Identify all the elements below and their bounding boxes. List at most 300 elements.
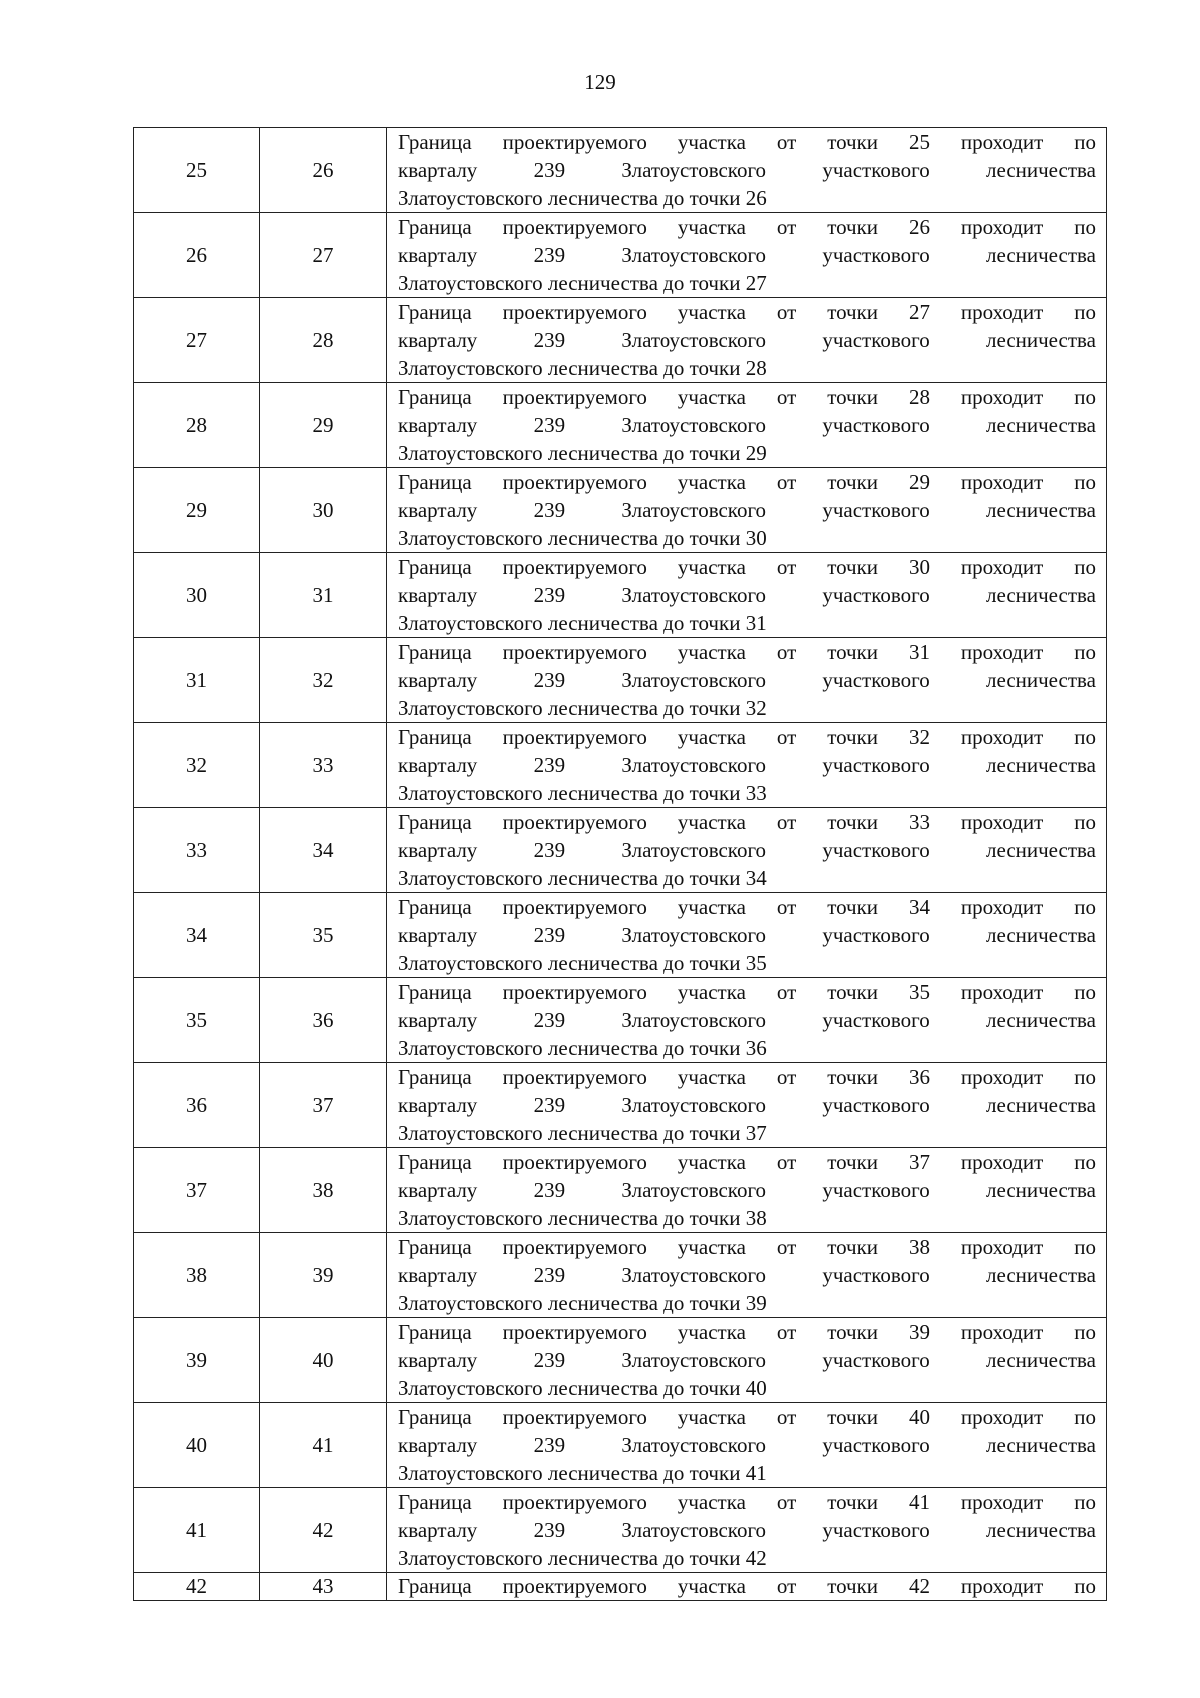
word: 36 xyxy=(908,1065,930,1089)
word: участкового xyxy=(822,1008,930,1032)
description-line-3: Златоустовского лесничества до точки 36 xyxy=(398,1036,767,1060)
word: 27 xyxy=(908,300,930,324)
word: от xyxy=(776,1065,797,1089)
word: проектируемого xyxy=(502,1405,647,1429)
word: Златоустовского xyxy=(621,1433,767,1457)
word: Златоустовского xyxy=(621,243,767,267)
word: по xyxy=(1074,130,1096,154)
description-line-2 xyxy=(398,1006,1096,1034)
word: проектируемого xyxy=(502,1490,647,1514)
description-line-1 xyxy=(398,1148,1096,1176)
table-row xyxy=(134,1148,1107,1233)
word: от xyxy=(776,895,797,919)
word: участка xyxy=(677,470,746,494)
description-line-2 xyxy=(398,411,1096,439)
word: проходит xyxy=(960,555,1044,579)
word: Златоустовского xyxy=(621,498,767,522)
word: участкового xyxy=(822,413,930,437)
table-row xyxy=(134,1233,1107,1318)
word: кварталу xyxy=(398,668,478,692)
word: от xyxy=(776,1150,797,1174)
word: лесничества xyxy=(986,1178,1096,1202)
from-point-cell: 42 xyxy=(134,1573,260,1601)
description-line-3: Златоустовского лесничества до точки 38 xyxy=(398,1206,767,1230)
from-point-cell: 28 xyxy=(134,383,260,468)
description-line-3: Златоустовского лесничества до точки 28 xyxy=(398,356,767,380)
word: проходит xyxy=(960,640,1044,664)
description-line-3: Златоустовского лесничества до точки 26 xyxy=(398,186,767,210)
word: от xyxy=(776,470,797,494)
word: точки xyxy=(827,980,879,1004)
word: кварталу xyxy=(398,753,478,777)
from-point-cell: 30 xyxy=(134,553,260,638)
word: 239 xyxy=(533,498,566,522)
word: проектируемого xyxy=(502,810,647,834)
word: по xyxy=(1074,555,1096,579)
description-cell xyxy=(387,723,1107,808)
table-row xyxy=(134,1063,1107,1148)
word: Граница xyxy=(398,1150,472,1174)
word: от xyxy=(776,555,797,579)
table-row xyxy=(134,638,1107,723)
word: Златоустовского xyxy=(621,158,767,182)
description-cell xyxy=(387,1403,1107,1488)
to-point-cell: 29 xyxy=(260,383,387,468)
word: лесничества xyxy=(986,1518,1096,1542)
word: по xyxy=(1074,1574,1096,1598)
word: Граница xyxy=(398,1574,472,1598)
description-line-2 xyxy=(398,326,1096,354)
word: проходит xyxy=(960,1235,1044,1259)
word: участка xyxy=(677,555,746,579)
word: 26 xyxy=(908,215,930,239)
page-number: 129 xyxy=(584,70,616,94)
description-line-3: Златоустовского лесничества до точки 32 xyxy=(398,696,767,720)
table-row xyxy=(134,893,1107,978)
to-point-cell: 28 xyxy=(260,298,387,383)
description-line-3: Златоустовского лесничества до точки 41 xyxy=(398,1461,767,1485)
to-point-cell: 40 xyxy=(260,1318,387,1403)
word: 239 xyxy=(533,923,566,947)
word: по xyxy=(1074,640,1096,664)
to-point-cell: 38 xyxy=(260,1148,387,1233)
word: кварталу xyxy=(398,838,478,862)
description-cell xyxy=(387,1148,1107,1233)
word: лесничества xyxy=(986,328,1096,352)
table-row xyxy=(134,128,1107,213)
from-point-cell: 41 xyxy=(134,1488,260,1573)
word: 239 xyxy=(533,328,566,352)
word: участка xyxy=(677,1490,746,1514)
word: Граница xyxy=(398,1235,472,1259)
word: 239 xyxy=(533,753,566,777)
description-cell xyxy=(387,1063,1107,1148)
word: Златоустовского xyxy=(621,753,767,777)
word: по xyxy=(1074,1065,1096,1089)
description-cell xyxy=(387,213,1107,298)
description-cell xyxy=(387,1318,1107,1403)
description-line-2 xyxy=(398,1516,1096,1544)
word: участкового xyxy=(822,583,930,607)
word: проектируемого xyxy=(502,1065,647,1089)
word: Златоустовского xyxy=(621,1348,767,1372)
word: проектируемого xyxy=(502,555,647,579)
word: 38 xyxy=(908,1235,930,1259)
description-line-1 xyxy=(398,1403,1096,1431)
word: лесничества xyxy=(986,838,1096,862)
word: лесничества xyxy=(986,243,1096,267)
word: Граница xyxy=(398,725,472,749)
word: точки xyxy=(827,1235,879,1259)
word: участка xyxy=(677,1235,746,1259)
table-row xyxy=(134,553,1107,638)
description-line-3: Златоустовского лесничества до точки 31 xyxy=(398,611,767,635)
word: проходит xyxy=(960,1574,1044,1598)
word: проектируемого xyxy=(502,640,647,664)
word: точки xyxy=(827,470,879,494)
description-line-2 xyxy=(398,666,1096,694)
word: Граница xyxy=(398,895,472,919)
word: Златоустовского xyxy=(621,1093,767,1117)
from-point-cell: 32 xyxy=(134,723,260,808)
word: кварталу xyxy=(398,1518,478,1542)
word: 239 xyxy=(533,1008,566,1032)
word: участка xyxy=(677,725,746,749)
from-point-cell: 27 xyxy=(134,298,260,383)
word: 239 xyxy=(533,413,566,437)
word: Златоустовского xyxy=(621,583,767,607)
word: проходит xyxy=(960,130,1044,154)
word: Граница xyxy=(398,215,472,239)
word: участкового xyxy=(822,753,930,777)
word: лесничества xyxy=(986,1348,1096,1372)
from-point-cell: 37 xyxy=(134,1148,260,1233)
word: 239 xyxy=(533,1263,566,1287)
table-row xyxy=(134,213,1107,298)
word: лесничества xyxy=(986,158,1096,182)
description-line-1 xyxy=(398,1063,1096,1091)
word: кварталу xyxy=(398,923,478,947)
word: кварталу xyxy=(398,498,478,522)
description-line-1 xyxy=(398,128,1096,156)
word: по xyxy=(1074,1150,1096,1174)
word: 239 xyxy=(533,1348,566,1372)
word: по xyxy=(1074,1320,1096,1344)
description-line-3: Златоустовского лесничества до точки 27 xyxy=(398,271,767,295)
word: проектируемого xyxy=(502,215,647,239)
word: по xyxy=(1074,300,1096,324)
word: по xyxy=(1074,385,1096,409)
word: лесничества xyxy=(986,1263,1096,1287)
word: Граница xyxy=(398,470,472,494)
to-point-cell: 42 xyxy=(260,1488,387,1573)
from-point-cell: 31 xyxy=(134,638,260,723)
word: проектируемого xyxy=(502,470,647,494)
word: Граница xyxy=(398,555,472,579)
word: участка xyxy=(677,895,746,919)
word: по xyxy=(1074,980,1096,1004)
word: Златоустовского xyxy=(621,838,767,862)
word: от xyxy=(776,1490,797,1514)
word: по xyxy=(1074,215,1096,239)
word: 42 xyxy=(908,1574,930,1598)
word: участкового xyxy=(822,1518,930,1542)
word: 28 xyxy=(908,385,930,409)
word: проектируемого xyxy=(502,1150,647,1174)
description-line-1 xyxy=(398,383,1096,411)
word: участкового xyxy=(822,498,930,522)
to-point-cell: 43 xyxy=(260,1573,387,1601)
table-row xyxy=(134,1403,1107,1488)
word: кварталу xyxy=(398,1433,478,1457)
to-point-cell: 30 xyxy=(260,468,387,553)
word: точки xyxy=(827,1320,879,1344)
word: Граница xyxy=(398,385,472,409)
word: 35 xyxy=(908,980,930,1004)
word: точки xyxy=(827,1150,879,1174)
description-cell xyxy=(387,298,1107,383)
table-row xyxy=(134,1488,1107,1573)
description-line-1 xyxy=(398,638,1096,666)
description-line-2 xyxy=(398,1431,1096,1459)
from-point-cell: 25 xyxy=(134,128,260,213)
word: участка xyxy=(677,1150,746,1174)
word: 239 xyxy=(533,1093,566,1117)
word: Граница xyxy=(398,980,472,1004)
description-line-3: Златоустовского лесничества до точки 39 xyxy=(398,1291,767,1315)
word: лесничества xyxy=(986,923,1096,947)
word: 39 xyxy=(908,1320,930,1344)
word: 33 xyxy=(908,810,930,834)
word: 239 xyxy=(533,1178,566,1202)
description-line-2 xyxy=(398,581,1096,609)
word: участкового xyxy=(822,1178,930,1202)
word: лесничества xyxy=(986,753,1096,777)
word: от xyxy=(776,215,797,239)
description-line-3: Златоустовского лесничества до точки 42 xyxy=(398,1546,767,1570)
word: кварталу xyxy=(398,1093,478,1117)
word: кварталу xyxy=(398,243,478,267)
table-body xyxy=(134,128,1107,1601)
word: от xyxy=(776,640,797,664)
table-row xyxy=(134,808,1107,893)
word: проектируемого xyxy=(502,1320,647,1344)
description-line-1 xyxy=(398,893,1096,921)
description-line-3: Златоустовского лесничества до точки 34 xyxy=(398,866,767,890)
word: Златоустовского xyxy=(621,923,767,947)
word: точки xyxy=(827,215,879,239)
word: 31 xyxy=(908,640,930,664)
description-line-2 xyxy=(398,496,1096,524)
description-line-2 xyxy=(398,1176,1096,1204)
word: участка xyxy=(677,215,746,239)
word: от xyxy=(776,1574,797,1598)
word: участкового xyxy=(822,1263,930,1287)
word: лесничества xyxy=(986,1433,1096,1457)
word: точки xyxy=(827,130,879,154)
word: проходит xyxy=(960,470,1044,494)
description-line-2 xyxy=(398,836,1096,864)
to-point-cell: 31 xyxy=(260,553,387,638)
word: 30 xyxy=(908,555,930,579)
word: проходит xyxy=(960,1065,1044,1089)
word: 37 xyxy=(908,1150,930,1174)
word: проектируемого xyxy=(502,895,647,919)
description-cell xyxy=(387,1573,1107,1601)
word: участка xyxy=(677,1065,746,1089)
word: точки xyxy=(827,300,879,324)
word: лесничества xyxy=(986,1008,1096,1032)
word: участка xyxy=(677,1574,746,1598)
word: 41 xyxy=(908,1490,930,1514)
description-line-1 xyxy=(398,1233,1096,1261)
word: точки xyxy=(827,725,879,749)
word: кварталу xyxy=(398,413,478,437)
word: от xyxy=(776,300,797,324)
word: по xyxy=(1074,1490,1096,1514)
word: участкового xyxy=(822,923,930,947)
boundary-table xyxy=(133,127,1107,1601)
word: участкового xyxy=(822,243,930,267)
word: 32 xyxy=(908,725,930,749)
description-line-1 xyxy=(398,468,1096,496)
word: участкового xyxy=(822,1348,930,1372)
word: Златоустовского xyxy=(621,413,767,437)
description-cell xyxy=(387,128,1107,213)
table-row xyxy=(134,978,1107,1063)
to-point-cell: 26 xyxy=(260,128,387,213)
word: от xyxy=(776,980,797,1004)
table-row xyxy=(134,468,1107,553)
word: участка xyxy=(677,130,746,154)
description-cell xyxy=(387,1233,1107,1318)
description-line-2 xyxy=(398,751,1096,779)
word: кварталу xyxy=(398,1008,478,1032)
word: 239 xyxy=(533,158,566,182)
word: 25 xyxy=(908,130,930,154)
word: проходит xyxy=(960,1150,1044,1174)
from-point-cell: 29 xyxy=(134,468,260,553)
word: по xyxy=(1074,895,1096,919)
word: участка xyxy=(677,1320,746,1344)
description-cell xyxy=(387,468,1107,553)
from-point-cell: 36 xyxy=(134,1063,260,1148)
description-cell xyxy=(387,383,1107,468)
description-line-3: Златоустовского лесничества до точки 37 xyxy=(398,1121,767,1145)
table-row xyxy=(134,723,1107,808)
word: Граница xyxy=(398,1320,472,1344)
word: проходит xyxy=(960,1405,1044,1429)
word: от xyxy=(776,810,797,834)
word: по xyxy=(1074,810,1096,834)
table-row xyxy=(134,298,1107,383)
word: по xyxy=(1074,1235,1096,1259)
to-point-cell: 39 xyxy=(260,1233,387,1318)
word: точки xyxy=(827,1490,879,1514)
word: Златоустовского xyxy=(621,1008,767,1032)
word: точки xyxy=(827,1405,879,1429)
word: проектируемого xyxy=(502,385,647,409)
description-line-1 xyxy=(398,978,1096,1006)
word: проектируемого xyxy=(502,725,647,749)
word: кварталу xyxy=(398,1263,478,1287)
word: участкового xyxy=(822,328,930,352)
word: от xyxy=(776,1235,797,1259)
word: по xyxy=(1074,470,1096,494)
from-point-cell: 40 xyxy=(134,1403,260,1488)
from-point-cell: 38 xyxy=(134,1233,260,1318)
word: участкового xyxy=(822,1093,930,1117)
word: точки xyxy=(827,1065,879,1089)
to-point-cell: 41 xyxy=(260,1403,387,1488)
description-line-1 xyxy=(398,1318,1096,1346)
word: Граница xyxy=(398,300,472,324)
to-point-cell: 33 xyxy=(260,723,387,808)
description-line-2 xyxy=(398,156,1096,184)
word: проектируемого xyxy=(502,1574,647,1598)
word: Златоустовского xyxy=(621,1178,767,1202)
word: 239 xyxy=(533,583,566,607)
from-point-cell: 35 xyxy=(134,978,260,1063)
word: кварталу xyxy=(398,583,478,607)
word: 239 xyxy=(533,838,566,862)
word: 239 xyxy=(533,1518,566,1542)
word: участкового xyxy=(822,838,930,862)
word: 34 xyxy=(908,895,930,919)
description-line-3: Златоустовского лесничества до точки 40 xyxy=(398,1376,767,1400)
to-point-cell: 34 xyxy=(260,808,387,893)
word: от xyxy=(776,1320,797,1344)
description-line-1 xyxy=(398,213,1096,241)
description-line-1 xyxy=(398,723,1096,751)
table-row xyxy=(134,1573,1107,1601)
word: проходит xyxy=(960,1490,1044,1514)
description-cell xyxy=(387,978,1107,1063)
description-line-3: Златоустовского лесничества до точки 33 xyxy=(398,781,767,805)
word: точки xyxy=(827,640,879,664)
word: Златоустовского xyxy=(621,668,767,692)
word: Златоустовского xyxy=(621,1263,767,1287)
word: проходит xyxy=(960,1320,1044,1344)
word: участкового xyxy=(822,668,930,692)
word: точки xyxy=(827,895,879,919)
word: кварталу xyxy=(398,328,478,352)
description-line-2 xyxy=(398,1091,1096,1119)
word: проектируемого xyxy=(502,1235,647,1259)
word: участка xyxy=(677,980,746,1004)
word: Граница xyxy=(398,640,472,664)
word: по xyxy=(1074,725,1096,749)
word: точки xyxy=(827,385,879,409)
word: от xyxy=(776,1405,797,1429)
word: точки xyxy=(827,810,879,834)
from-point-cell: 34 xyxy=(134,893,260,978)
description-line-1 xyxy=(398,1488,1096,1516)
word: от xyxy=(776,385,797,409)
word: Граница xyxy=(398,1065,472,1089)
word: участка xyxy=(677,640,746,664)
to-point-cell: 32 xyxy=(260,638,387,723)
to-point-cell: 36 xyxy=(260,978,387,1063)
description-line-1 xyxy=(398,808,1096,836)
word: кварталу xyxy=(398,1348,478,1372)
word: точки xyxy=(827,1574,879,1598)
word: 40 xyxy=(908,1405,930,1429)
word: 29 xyxy=(908,470,930,494)
description-line-1 xyxy=(398,1573,1096,1600)
description-line-2 xyxy=(398,241,1096,269)
description-line-2 xyxy=(398,921,1096,949)
